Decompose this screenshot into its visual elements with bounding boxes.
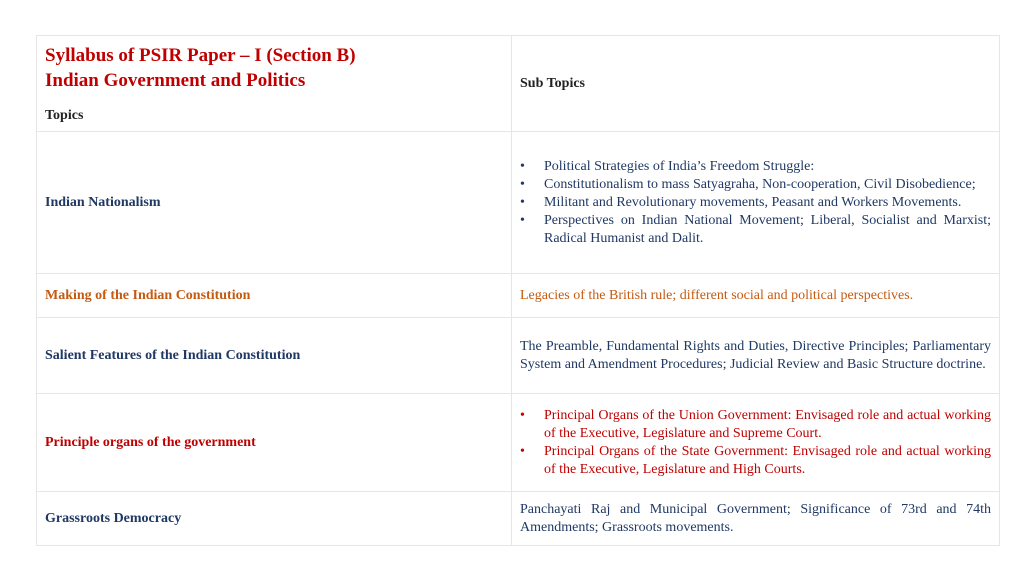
table-row	[37, 132, 1000, 274]
list-item: • Perspectives on Indian National Movement; Liberal, Socialist and Marxist; Radical Humanist and Dalit.	[520, 212, 991, 246]
subtopic-text: The Preamble, Fundamental Rights and Duties, Directive Principles; Parliamentary System and Amendment Procedures; Judicial Review and Basic Structure doctrine.	[520, 338, 991, 372]
list-item: • Constitutionalism to mass Satyagraha, Non-cooperation, Civil Disobedience;	[520, 176, 976, 192]
bullet-icon: •	[520, 158, 525, 174]
topic-cell	[37, 394, 512, 492]
table-row	[37, 318, 1000, 394]
subtopic-list	[520, 407, 991, 479]
subtopic-list	[520, 158, 991, 248]
header-row	[37, 36, 1000, 132]
topic-cell	[37, 492, 512, 546]
subtopics-column-header: Sub Topics	[520, 75, 585, 91]
topics-column-header: Topics	[45, 108, 84, 123]
topic-making-constitution: Making of the Indian Constitution	[45, 287, 251, 303]
list-item: • Political Strategies of India’s Freedom Struggle:	[520, 158, 815, 174]
header-subtopics-cell	[512, 36, 1000, 132]
page-title-line1: Syllabus of PSIR Paper – I (Section B)	[45, 45, 356, 66]
bullet-icon: •	[520, 212, 525, 228]
page-title-line2: Indian Government and Politics	[45, 70, 306, 91]
bullet-icon: •	[520, 176, 525, 192]
topic-principle-organs: Principle organs of the government	[45, 434, 256, 450]
topic-grassroots-democracy: Grassroots Democracy	[45, 510, 182, 526]
topic-cell	[37, 318, 512, 394]
subtopic-cell	[512, 492, 1000, 546]
subtopic-cell	[512, 132, 1000, 274]
list-item: • Principal Organs of the State Government: Envisaged role and actual working of the Executive, Legislature and High Courts.	[520, 443, 991, 477]
subtopic-text: Legacies of the British rule; different social and political perspectives.	[520, 287, 914, 303]
header-topics-cell	[37, 36, 512, 132]
syllabus-table	[36, 35, 1000, 546]
topic-cell	[37, 132, 512, 274]
list-item: • Principal Organs of the Union Government: Envisaged role and actual working of the Executive, Legislature and Supreme Court.	[520, 407, 991, 441]
bullet-icon: •	[520, 443, 525, 459]
subtopic-text: Panchayati Raj and Municipal Government; Significance of 73rd and 74th Amendments; Grassroots movements.	[520, 501, 991, 535]
table-row	[37, 274, 1000, 318]
subtopic-cell	[512, 318, 1000, 394]
bullet-icon: •	[520, 194, 525, 210]
subtopic-cell	[512, 394, 1000, 492]
topic-indian-nationalism: Indian Nationalism	[45, 194, 161, 210]
topic-salient-features: Salient Features of the Indian Constitution	[45, 347, 301, 363]
list-item: • Militant and Revolutionary movements, Peasant and Workers Movements.	[520, 194, 962, 210]
topic-cell	[37, 274, 512, 318]
table-row	[37, 492, 1000, 546]
table-row	[37, 394, 1000, 492]
bullet-icon: •	[520, 407, 525, 423]
subtopic-cell	[512, 274, 1000, 318]
